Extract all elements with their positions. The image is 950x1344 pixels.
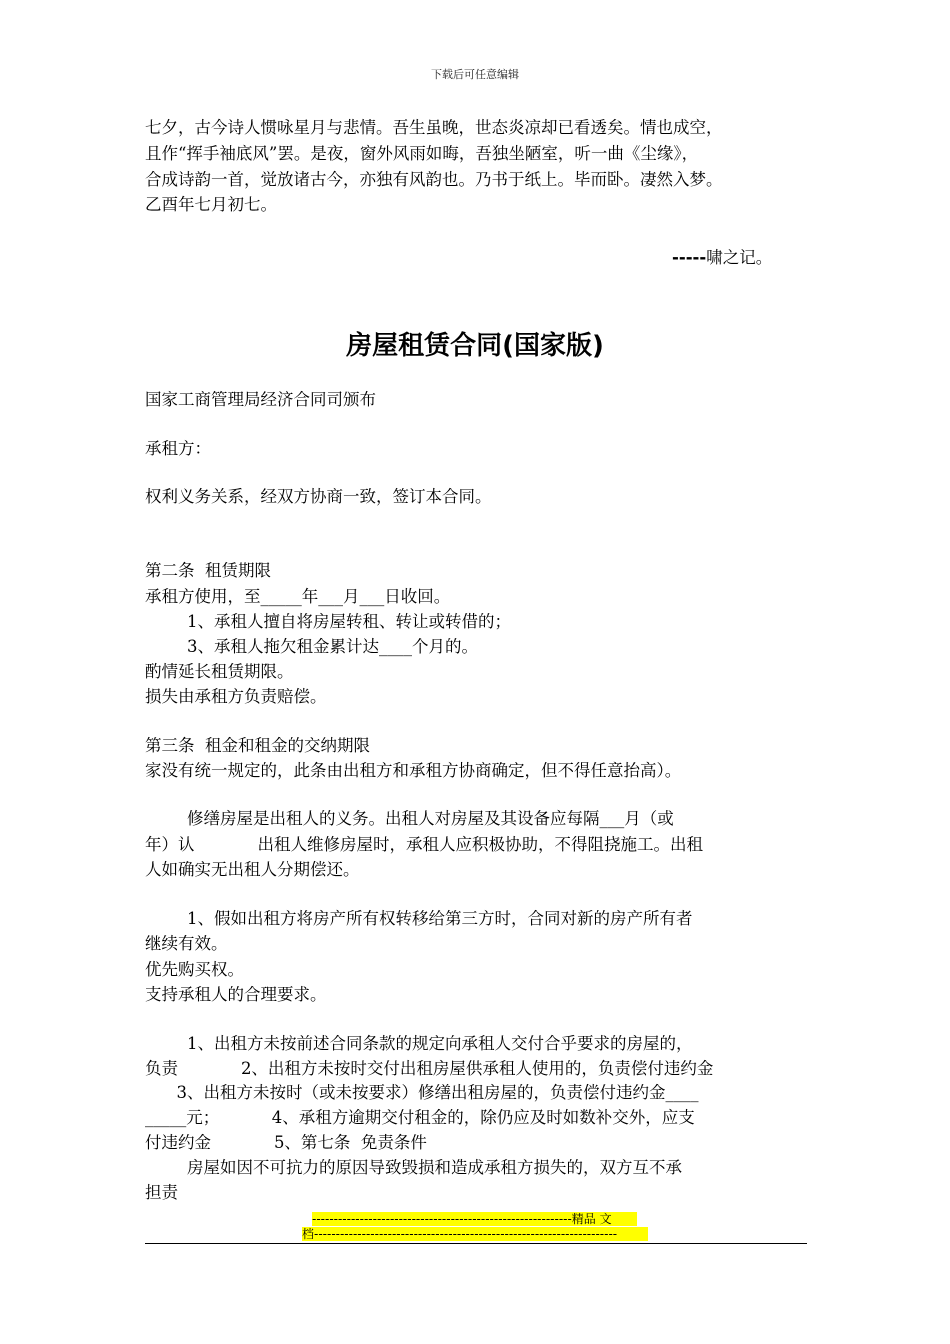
intro-line: 且作“挥手袖底风”罢。是夜，窗外风雨如晦，吾独坐陋室，听一曲《尘缘》， [145, 144, 699, 163]
intro-line: 七夕，古今诗人惯咏星月与悲情。吾生虽晚，世态炎凉却已看透矣。情也成空， [145, 118, 723, 137]
signature [672, 244, 772, 268]
body-line: 年）认 出租人维修房屋时，承租人应积极协助，不得阻挠施工。出租 [145, 835, 703, 854]
body-line: 人如确实无出租人分期偿还。 [145, 860, 360, 879]
footer-watermark-line2: 档---------------------------------------------------------------------- [302, 1227, 648, 1241]
section-heading: 第二条 租赁期限 [145, 561, 271, 580]
footer-rule [145, 1243, 807, 1244]
body-line: 承租方使用，至_____年___月___日收回。 [145, 587, 451, 606]
body-line: 损失由承租方负责赔偿。 [145, 687, 327, 706]
tenant-label: 承租方： [145, 439, 211, 458]
body-line: 修缮房屋是出租人的义务。出租人对房屋及其设备应每隔___月（或 [145, 809, 674, 828]
body-line: 3、出租方未按时（或未按要求）修缮出租房屋的，负责偿付违约金____ [145, 1083, 699, 1102]
signature-text: 啸之记。 [706, 248, 773, 267]
body-line: 家没有统一规定的，此条由出租方和承租方协商确定，但不得任意抬高）。 [145, 761, 682, 780]
body-line: 3、承租人拖欠租金累计达____个月的。 [145, 637, 478, 656]
body-line: 负责 2、出租方未按时交付出租房屋供承租人使用的，负责偿付违约金 [145, 1059, 714, 1078]
body-line: 1、假如出租方将房产所有权转移给第三方时，合同对新的房产所有者 [145, 909, 693, 928]
page-header-note: 下载后可任意编辑 [431, 68, 519, 81]
body-line: _____元； 4、承租方逾期交付租金的，除仍应及时如数补交外，应支 [145, 1108, 695, 1127]
body-line: 优先购买权。 [145, 960, 244, 979]
signature-dashes: ----- [672, 248, 707, 267]
body-line: 1、承租人擅自将房屋转租、转让或转借的； [145, 612, 511, 631]
body-line: 担责 [145, 1183, 178, 1202]
contract-issuer: 国家工商管理局经济合同司颁布 [145, 390, 376, 409]
contract-title: 房屋租赁合同(国家版) [346, 331, 604, 361]
body-line: 继续有效。 [145, 934, 228, 953]
body-line: 付违约金 5、第七条 免责条件 [145, 1133, 427, 1152]
body-line: 酌情延长租赁期限。 [145, 662, 294, 681]
agreement-line: 权利义务关系，经双方协商一致，签订本合同。 [145, 487, 492, 506]
section-heading: 第三条 租金和租金的交纳期限 [145, 736, 370, 755]
body-line: 支持承租人的合理要求。 [145, 985, 327, 1004]
body-line: 房屋如因不可抗力的原因导致毁损和造成承租方损失的，双方互不承 [145, 1158, 682, 1177]
intro-line: 乙酉年七月初七。 [145, 195, 277, 214]
body-line: 1、出租方未按前述合同条款的规定向承租人交付合乎要求的房屋的， [145, 1034, 693, 1053]
footer-watermark-line1: ------------------------------------------------------------精品 文 [312, 1212, 637, 1226]
intro-line: 合成诗韵一首，觉放诸古今，亦独有风韵也。乃书于纸上。毕而卧。凄然入梦。 [145, 170, 723, 189]
